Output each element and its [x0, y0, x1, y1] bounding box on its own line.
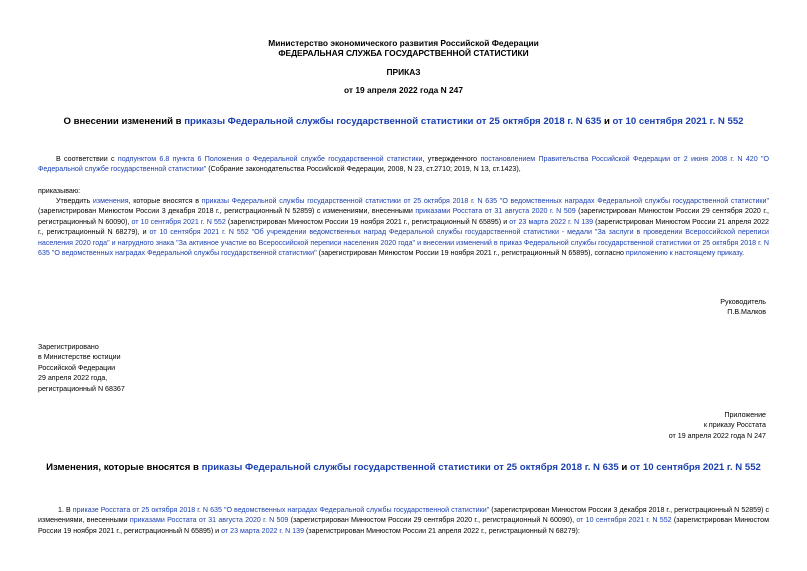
appendix-block	[669, 410, 766, 441]
main-text-6: (зарегистрирован Минюстом России 21 апреля 2022 г., регистрационный N 68279), и	[38, 217, 769, 237]
title-mid: и	[601, 116, 613, 127]
changes-title	[40, 462, 767, 473]
doc-type: ПРИКАЗ	[386, 67, 421, 77]
main-text-3: (зарегистрирован Минюстом России 3 декабря 2018 г., регистрационный N 52859) с изменениями, внесенными	[38, 207, 416, 216]
item1-link-order-139[interactable]: от 23 марта 2022 г. N 139	[221, 526, 305, 535]
main-link-appendix[interactable]: приложению к настоящему приказу	[625, 249, 743, 258]
item-1-paragraph	[38, 505, 769, 536]
signature-name: П.В.Малков	[727, 308, 766, 317]
title-link-635[interactable]: приказы Федеральной службы государственной статистики от 25 октября 2018 г. N 635	[184, 116, 602, 127]
title-link-552[interactable]: от 10 сентября 2021 г. N 552	[612, 116, 744, 127]
registration-line-4: 29 апреля 2022 года,	[38, 374, 108, 383]
main-link-order-552[interactable]: от 10 сентября 2021 г. N 552	[131, 217, 226, 226]
preamble-link-resolution[interactable]: постановлением Правительства Российской Федерации от 2 июня 2008 г. N 420 "О Федеральной службе государственной статистики"	[38, 155, 770, 174]
main-text-8: .	[742, 249, 745, 258]
header-block	[40, 38, 767, 58]
main-link-changes[interactable]: изменения	[92, 197, 129, 205]
registration-line-5: регистрационный N 68367	[38, 384, 125, 393]
signature-block	[720, 297, 766, 318]
changes-title-link-635[interactable]: приказы Федеральной службы государственной статистики от 25 октября 2018 г. N 635	[201, 462, 619, 473]
main-link-order-552-full[interactable]: от 10 сентября 2021 г. N 552 "Об учреждении ведомственных наград Федеральной службы государственной статистики - медали "За заслуги в проведении Всероссийской переписи населения 2020 года" и нагрудного знака "За активное участие во Всероссийской переписи населения 2020 года" и внесении изменений в приказ Федеральной службы государственной статистики от 25 октября 2018 г. N 635 "О ведомственных наградах Федеральной службы государственной статистики"	[38, 228, 769, 258]
preamble-text-3: (Собрание законодательства Российской Федерации, 2008, N 23, ст.2710; 2019, N 13, ст.1423),	[206, 165, 521, 174]
preamble-paragraph	[38, 154, 769, 175]
preamble-link-regulation[interactable]: подпунктом 6.8 пункта 6 Положения о Федеральной службе государственной статистики	[117, 155, 423, 163]
main-text-2: , которые вносятся в	[128, 197, 202, 205]
item1-link-order-635[interactable]: приказе Росстата от 25 октября 2018 г. N 635 "О ведомственных наградах Федеральной службы государственной статистики"	[72, 506, 490, 514]
item1-text-1: 1. В	[58, 506, 73, 514]
registration-block	[38, 342, 125, 394]
order-word: приказываю:	[38, 187, 81, 195]
main-text-7: (зарегистрирован Минюстом России 19 ноября 2021 г., регистрационный N 65895), согласно	[316, 249, 626, 258]
item1-text-4: (зарегистрирован Минюстом России 19 ноября 2021 г., регистрационный N 65895) и	[38, 516, 769, 535]
main-paragraph	[38, 196, 769, 258]
preamble-text-2: , утвержденного	[422, 155, 481, 163]
main-text-5: (зарегистрирован Минюстом России 19 ноября 2021 г., регистрационный N 65895) и	[225, 217, 510, 226]
item1-link-order-509[interactable]: приказами Росстата от 31 августа 2020 г. N 509	[129, 516, 289, 525]
changes-title-mid: и	[618, 462, 630, 473]
appendix-line-3: от 19 апреля 2022 года N 247	[668, 431, 766, 440]
doc-date-number: от 19 апреля 2022 года N 247	[344, 85, 463, 95]
changes-title-link-552[interactable]: от 10 сентября 2021 г. N 552	[629, 462, 761, 473]
main-link-order-139[interactable]: от 23 марта 2022 г. N 139	[509, 217, 594, 226]
main-text-1: Утвердить	[56, 197, 93, 205]
registration-line-3: Российской Федерации	[38, 363, 116, 372]
service-name: ФЕДЕРАЛЬНАЯ СЛУЖБА ГОСУДАРСТВЕННОЙ СТАТИСТИКИ	[278, 48, 529, 58]
main-text-4: (зарегистрирован Минюстом России 29 сентября 2020 г., регистрационный N 60090),	[38, 207, 770, 226]
registration-line-1: Зарегистрировано	[38, 343, 99, 351]
item1-text-3: (зарегистрирован Минюстом России 29 сентября 2020 г., регистрационный N 60090),	[288, 516, 577, 525]
item1-text-5: (зарегистрирован Минюстом России 21 апреля 2022 г., регистрационный N 68279):	[304, 526, 580, 535]
registration-line-2: в Министерстве юстиции	[38, 353, 121, 362]
preamble-text-1: В соответствии с	[56, 155, 118, 163]
appendix-line-1: Приложение	[724, 411, 766, 419]
main-link-order-635[interactable]: приказы Федеральной службы государственной статистики от 25 октября 2018 г. N 635 "О ведомственных наградах Федеральной службы государственной статистики"	[201, 197, 769, 205]
changes-title-prefix: Изменения, которые вносятся в	[46, 462, 202, 473]
signature-role: Руководитель	[720, 298, 766, 306]
main-link-order-509[interactable]: приказами Росстата от 31 августа 2020 г. N 509	[415, 207, 576, 216]
title-prefix: О внесении изменений в	[63, 116, 185, 127]
ministry-name: Министерство экономического развития Российской Федерации	[268, 38, 539, 48]
appendix-line-2: к приказу Росстата	[703, 421, 766, 430]
order-title	[40, 116, 767, 127]
item1-text-2: (зарегистрирован Минюстом России 3 декабря 2018 г., регистрационный N 52859) с изменениями, внесенными	[38, 506, 770, 525]
item1-link-order-552[interactable]: от 10 сентября 2021 г. N 552	[576, 516, 672, 525]
